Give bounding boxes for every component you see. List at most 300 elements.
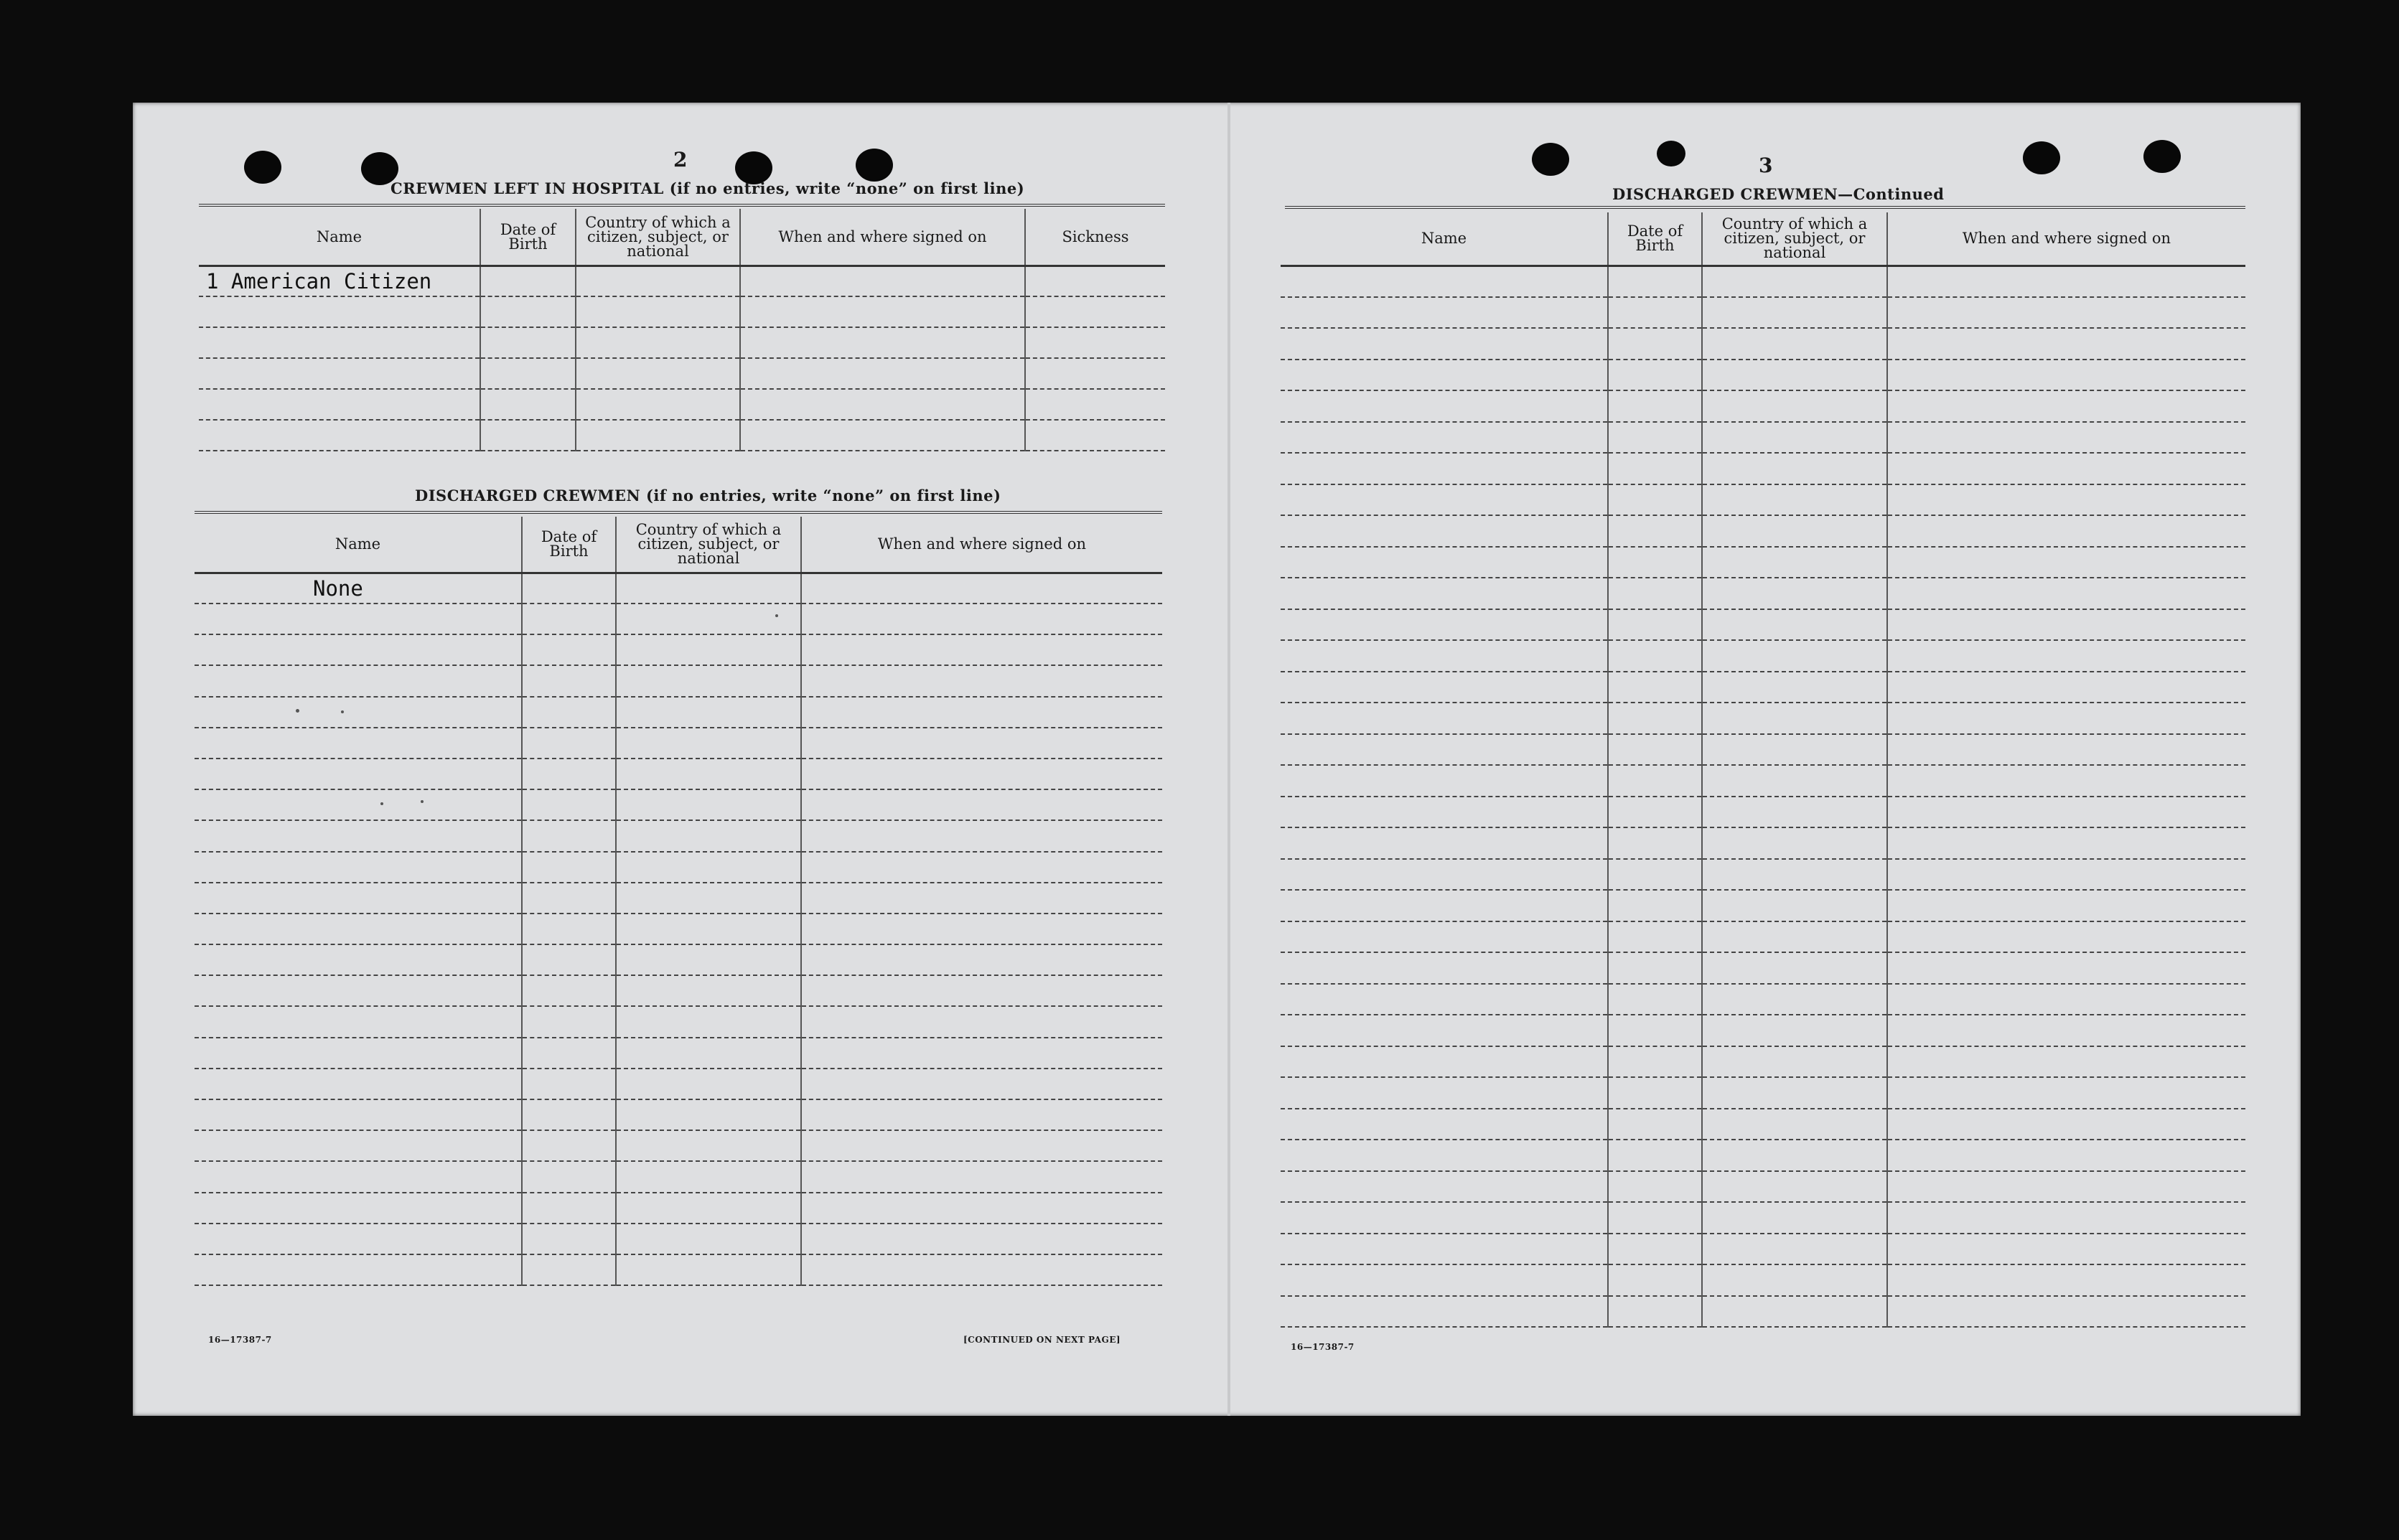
table-cell — [195, 1193, 522, 1224]
table-row — [1281, 1140, 2245, 1171]
table-cell — [1887, 1109, 2245, 1140]
table-cell — [801, 975, 1162, 1006]
table-cell — [1281, 797, 1608, 828]
table-cell — [616, 820, 801, 851]
table-cell — [1887, 984, 2245, 1015]
table-cell — [1887, 266, 2245, 297]
table-cell — [522, 1224, 616, 1254]
table-cell — [616, 634, 801, 665]
table-cell — [616, 573, 801, 604]
right-header-country: Country of which a citizen, subject, or national — [1702, 212, 1887, 266]
table-cell — [1887, 952, 2245, 984]
table-row — [195, 883, 1162, 914]
table-cell — [1281, 1109, 1608, 1140]
table-cell — [1702, 1109, 1887, 1140]
table-row — [1281, 360, 2245, 391]
punch-hole — [2143, 140, 2181, 173]
table-cell — [1702, 266, 1887, 297]
table-cell — [195, 852, 522, 883]
table-row — [1281, 640, 2245, 672]
right-top-rule — [1285, 206, 2245, 209]
table-cell — [1281, 1046, 1608, 1078]
table-row — [195, 852, 1162, 883]
table-cell — [480, 296, 576, 327]
table-cell — [522, 1038, 616, 1069]
table-cell — [480, 358, 576, 389]
table-cell — [1887, 390, 2245, 422]
table-cell — [1887, 328, 2245, 360]
table-row — [1281, 1296, 2245, 1328]
table-cell — [1702, 1202, 1887, 1234]
table-cell — [576, 358, 740, 389]
table-cell — [195, 1254, 522, 1285]
table-cell — [1702, 297, 1887, 329]
table-cell — [1702, 1234, 1887, 1265]
table-cell — [522, 852, 616, 883]
table-row — [1281, 547, 2245, 578]
table-cell — [801, 1224, 1162, 1254]
punch-hole — [856, 149, 893, 182]
table-cell — [801, 573, 1162, 604]
table-cell — [1702, 547, 1887, 578]
table-cell — [740, 266, 1025, 296]
table-cell — [1608, 1046, 1702, 1078]
hospital-title-note: (if no entries, write “none” on first line) — [669, 179, 1025, 197]
table-row — [1281, 1171, 2245, 1203]
table-cell — [195, 944, 522, 975]
table-cell — [616, 1254, 801, 1285]
table-cell — [1608, 984, 1702, 1015]
table-cell — [616, 1099, 801, 1130]
table-cell — [1702, 484, 1887, 516]
table-cell — [1608, 952, 1702, 984]
table-cell — [1281, 1264, 1608, 1296]
table-cell — [1281, 703, 1608, 734]
table-cell — [1887, 422, 2245, 454]
table-row — [1281, 484, 2245, 516]
table-cell — [1702, 890, 1887, 921]
table-row — [199, 389, 1165, 420]
table-cell — [195, 728, 522, 759]
table-cell — [1887, 827, 2245, 859]
table-cell — [1281, 890, 1608, 921]
table-cell — [801, 820, 1162, 851]
table-cell — [801, 759, 1162, 789]
table-cell — [801, 665, 1162, 696]
table-cell — [1608, 1015, 1702, 1046]
hospital-header-date-of-birth: Date of Birth — [480, 209, 576, 266]
table-row — [1281, 1046, 2245, 1078]
table-cell — [1281, 484, 1608, 516]
table-cell — [1887, 1077, 2245, 1109]
table-cell — [1281, 827, 1608, 859]
table-row — [195, 1038, 1162, 1069]
table-row — [195, 728, 1162, 759]
table-row — [195, 975, 1162, 1006]
paper-speck — [380, 802, 383, 805]
table-cell — [1025, 420, 1165, 451]
discharged-title-note: (if no entries, write “none” on first line) — [645, 487, 1001, 504]
table-cell — [1887, 640, 2245, 672]
table-cell — [801, 634, 1162, 665]
table-cell — [1702, 921, 1887, 953]
table-row — [1281, 1077, 2245, 1109]
table-row — [199, 327, 1165, 358]
continued-note: [CONTINUED ON NEXT PAGE] — [963, 1335, 1121, 1345]
table-cell — [801, 944, 1162, 975]
table-cell — [1281, 297, 1608, 329]
table-cell — [522, 665, 616, 696]
table-cell — [1281, 921, 1608, 953]
table-row — [1281, 672, 2245, 703]
punch-hole — [1657, 141, 1685, 166]
table-row — [1281, 984, 2245, 1015]
table-cell — [801, 1193, 1162, 1224]
table-cell — [1608, 547, 1702, 578]
page-number-right: 3 — [1759, 154, 1773, 177]
table-cell — [1608, 827, 1702, 859]
table-cell — [1281, 390, 1608, 422]
table-cell — [1608, 672, 1702, 703]
right-header-name: Name — [1281, 212, 1608, 266]
table-cell — [195, 1038, 522, 1069]
table-cell — [199, 389, 480, 420]
table-row — [1281, 453, 2245, 484]
table-cell — [1281, 266, 1608, 297]
table-cell — [195, 697, 522, 728]
form-number-right: 16—17387-7 — [1291, 1342, 1355, 1352]
hospital-header-signed-on: When and where signed on — [740, 209, 1025, 266]
table-row — [1281, 297, 2245, 329]
table-cell — [1887, 1202, 2245, 1234]
table-cell — [199, 358, 480, 389]
table-cell — [801, 604, 1162, 634]
hospital-header-sickness: Sickness — [1025, 209, 1165, 266]
table-cell — [1702, 1015, 1887, 1046]
table-cell — [1281, 1296, 1608, 1328]
table-cell — [616, 789, 801, 820]
table-cell — [195, 883, 522, 914]
paper-speck — [421, 800, 424, 803]
table-cell — [801, 1254, 1162, 1285]
discharged-top-rule — [195, 511, 1162, 514]
table-cell — [1281, 1234, 1608, 1265]
paper-speck — [296, 709, 299, 713]
table-cell — [522, 944, 616, 975]
table-cell — [522, 728, 616, 759]
table-cell — [801, 728, 1162, 759]
table-row — [195, 697, 1162, 728]
punch-hole — [1532, 143, 1569, 176]
table-cell — [522, 1006, 616, 1037]
table-cell — [195, 634, 522, 665]
table-row — [199, 358, 1165, 389]
table-cell — [1887, 578, 2245, 609]
table-cell — [1281, 328, 1608, 360]
table-cell — [195, 789, 522, 820]
table-row — [195, 820, 1162, 851]
paper-speck — [775, 614, 778, 617]
table-cell — [1887, 921, 2245, 953]
table-cell — [522, 883, 616, 914]
table-cell — [1281, 952, 1608, 984]
table-cell — [576, 420, 740, 451]
table-row — [195, 1130, 1162, 1161]
table-cell — [195, 665, 522, 696]
table-cell — [1887, 1171, 2245, 1203]
table-cell — [1702, 1140, 1887, 1171]
table-cell — [195, 604, 522, 634]
table-cell — [522, 634, 616, 665]
table-row — [195, 944, 1162, 975]
table-cell — [1887, 515, 2245, 547]
page-number-left: 2 — [673, 148, 688, 172]
table-cell — [1608, 1234, 1702, 1265]
table-cell — [1702, 797, 1887, 828]
table-row — [1281, 1015, 2245, 1046]
table-cell — [801, 1161, 1162, 1192]
table-cell — [1702, 984, 1887, 1015]
table-cell — [616, 1038, 801, 1069]
table-row — [195, 759, 1162, 789]
table-row — [195, 789, 1162, 820]
table-cell — [199, 420, 480, 451]
table-cell — [1281, 1171, 1608, 1203]
table-row — [195, 1161, 1162, 1192]
table-cell — [1887, 609, 2245, 641]
table-cell — [1608, 921, 1702, 953]
table-cell — [1608, 515, 1702, 547]
table-cell — [576, 296, 740, 327]
table-cell — [1887, 703, 2245, 734]
discharged-header-date-of-birth: Date of Birth — [522, 517, 616, 573]
paper-speck — [341, 710, 344, 713]
table-cell — [1608, 1140, 1702, 1171]
table-cell — [522, 1130, 616, 1161]
table-row — [1281, 266, 2245, 297]
table-cell — [801, 852, 1162, 883]
table-cell — [1702, 1264, 1887, 1296]
table-cell — [801, 1069, 1162, 1099]
table-cell — [522, 1254, 616, 1285]
table-cell — [801, 883, 1162, 914]
form-number-left: 16—17387-7 — [208, 1335, 272, 1345]
table-cell — [1887, 890, 2245, 921]
table-cell — [1281, 859, 1608, 891]
table-cell — [1281, 578, 1608, 609]
table-cell — [522, 789, 616, 820]
table-cell — [522, 1193, 616, 1224]
table-cell — [1702, 827, 1887, 859]
table-cell — [1608, 1296, 1702, 1328]
table-cell — [801, 1038, 1162, 1069]
table-cell — [1702, 952, 1887, 984]
table-cell — [616, 1193, 801, 1224]
table-row — [1281, 734, 2245, 766]
table-row — [195, 634, 1162, 665]
table-cell — [1887, 797, 2245, 828]
right-header-date-of-birth: Date of Birth — [1608, 212, 1702, 266]
table-cell — [522, 1099, 616, 1130]
table-cell — [576, 389, 740, 420]
table-cell — [1281, 765, 1608, 797]
table-row — [1281, 1234, 2245, 1265]
table-cell — [616, 914, 801, 944]
table-cell — [480, 327, 576, 358]
table-cell — [1608, 484, 1702, 516]
table-row — [195, 665, 1162, 696]
right-header-signed-on: When and where signed on — [1887, 212, 2245, 266]
table-cell — [480, 389, 576, 420]
table-row — [1281, 890, 2245, 921]
table-cell — [1608, 328, 1702, 360]
table-row — [1281, 1202, 2245, 1234]
table-cell — [1608, 1171, 1702, 1203]
table-cell — [1887, 297, 2245, 329]
table-cell — [1281, 1140, 1608, 1171]
table-cell — [1281, 1202, 1608, 1234]
table-cell — [616, 883, 801, 914]
table-cell — [616, 665, 801, 696]
hospital-top-rule — [199, 204, 1165, 207]
table-cell — [616, 728, 801, 759]
discharged-title-text: DISCHARGED CREWMEN — [415, 487, 641, 504]
table-cell — [1025, 327, 1165, 358]
table-cell — [1608, 859, 1702, 891]
table-cell — [1608, 1077, 1702, 1109]
table-cell — [1281, 1077, 1608, 1109]
table-row — [195, 1254, 1162, 1285]
table-row — [1281, 921, 2245, 953]
table-cell — [1608, 734, 1702, 766]
table-cell — [195, 1130, 522, 1161]
table-cell — [1608, 609, 1702, 641]
table-cell — [1025, 358, 1165, 389]
table-cell — [1608, 578, 1702, 609]
page-fold — [1227, 103, 1230, 1416]
table-cell — [1702, 765, 1887, 797]
table-cell — [1887, 484, 2245, 516]
table-cell — [1887, 1234, 2245, 1265]
table-cell — [1281, 1015, 1608, 1046]
table-cell — [480, 266, 576, 296]
table-cell — [522, 975, 616, 1006]
table-cell — [1608, 1264, 1702, 1296]
table-cell — [522, 914, 616, 944]
table-cell — [616, 944, 801, 975]
table-cell — [1702, 859, 1887, 891]
table-cell — [1887, 859, 2245, 891]
table-cell — [801, 1130, 1162, 1161]
table-cell — [1887, 672, 2245, 703]
table-cell — [195, 759, 522, 789]
hospital-table — [199, 209, 1165, 451]
table-cell — [1608, 640, 1702, 672]
table-row — [195, 1006, 1162, 1037]
table-cell — [1887, 360, 2245, 391]
table-cell — [522, 1161, 616, 1192]
table-cell — [801, 789, 1162, 820]
table-cell — [616, 1161, 801, 1192]
table-cell — [616, 1130, 801, 1161]
table-cell — [1702, 640, 1887, 672]
table-row — [195, 914, 1162, 944]
table-cell — [195, 820, 522, 851]
table-cell — [522, 1069, 616, 1099]
table-cell — [616, 759, 801, 789]
table-cell — [740, 389, 1025, 420]
table-cell — [1702, 328, 1887, 360]
table-cell — [522, 697, 616, 728]
table-cell — [195, 1069, 522, 1099]
right-section-title: DISCHARGED CREWMEN—Continued — [1612, 185, 1945, 203]
table-cell — [1702, 578, 1887, 609]
table-cell — [195, 1099, 522, 1130]
table-cell — [522, 820, 616, 851]
table-cell — [1608, 797, 1702, 828]
table-cell — [1025, 266, 1165, 296]
table-cell — [616, 697, 801, 728]
table-cell — [1702, 360, 1887, 391]
hospital-first-entry: 1 American Citizen — [199, 266, 480, 296]
table-cell — [1702, 734, 1887, 766]
table-cell — [1702, 672, 1887, 703]
table-row — [195, 604, 1162, 634]
table-cell — [1281, 609, 1608, 641]
table-cell — [199, 296, 480, 327]
table-cell — [195, 1224, 522, 1254]
table-cell — [1887, 1015, 2245, 1046]
discharged-table — [195, 517, 1162, 1286]
table-cell — [1281, 360, 1608, 391]
table-cell — [1281, 984, 1608, 1015]
table-row — [1281, 328, 2245, 360]
table-row — [1281, 515, 2245, 547]
table-cell — [740, 358, 1025, 389]
table-cell — [1608, 360, 1702, 391]
table-cell — [801, 697, 1162, 728]
table-cell — [576, 327, 740, 358]
table-cell — [1887, 547, 2245, 578]
table-cell — [522, 573, 616, 604]
table-cell — [1608, 1202, 1702, 1234]
table-cell — [801, 1006, 1162, 1037]
table-cell — [576, 266, 740, 296]
table-row — [1281, 765, 2245, 797]
table-cell — [616, 975, 801, 1006]
table-row — [195, 1099, 1162, 1130]
table-cell — [1887, 1296, 2245, 1328]
table-cell — [740, 327, 1025, 358]
table-cell — [480, 420, 576, 451]
table-cell — [1887, 1046, 2245, 1078]
table-cell — [1608, 1109, 1702, 1140]
table-cell — [1281, 640, 1608, 672]
table-cell — [1702, 1046, 1887, 1078]
discharged-header-name: Name — [195, 517, 522, 573]
table-cell — [740, 420, 1025, 451]
table-cell — [195, 975, 522, 1006]
hospital-header-country: Country of which a citizen, subject, or national — [576, 209, 740, 266]
table-row — [195, 573, 1162, 604]
table-cell — [199, 327, 480, 358]
punch-hole — [244, 151, 281, 184]
table-cell — [1702, 609, 1887, 641]
table-row — [195, 1224, 1162, 1254]
table-cell — [1281, 547, 1608, 578]
right-discharged-table — [1281, 212, 2245, 1328]
table-cell — [1702, 390, 1887, 422]
